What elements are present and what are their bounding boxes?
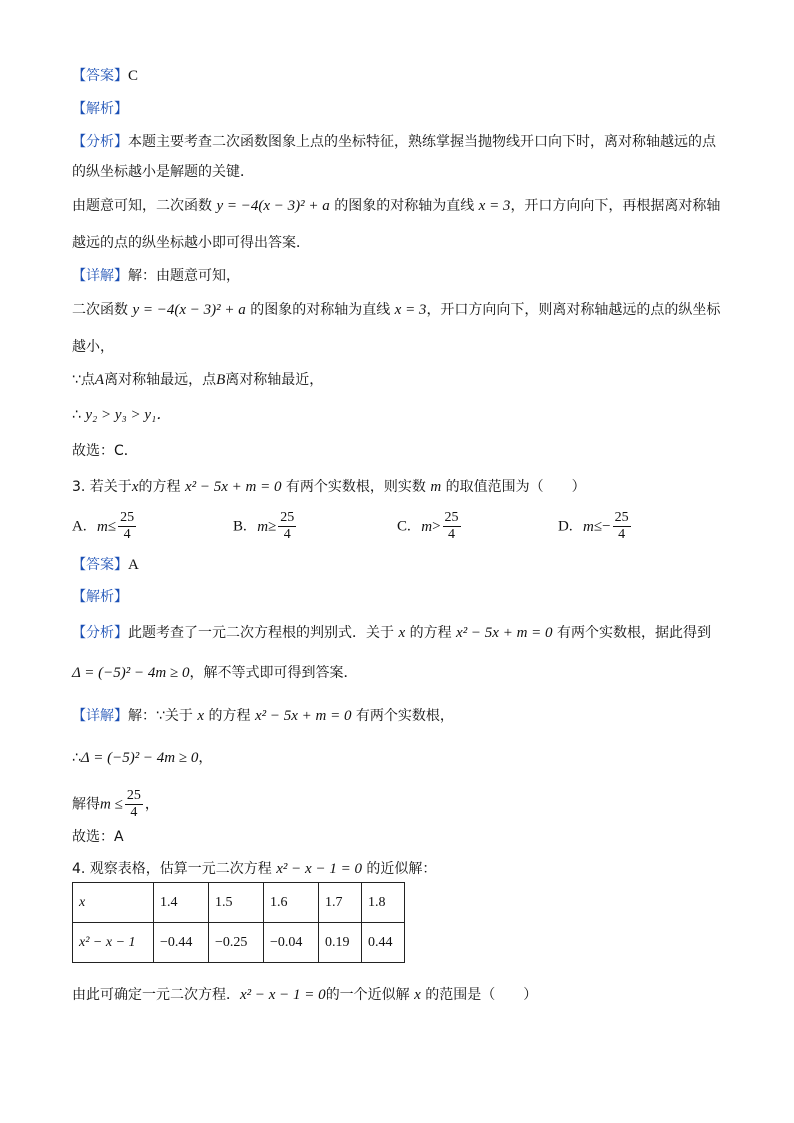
text: 二次函数 [72,302,128,318]
option-b[interactable] [233,510,298,543]
numerator: 25 [126,788,141,803]
table-row [73,923,405,963]
answer-line-1 [72,66,138,86]
table-cell: −0.04 [264,923,319,963]
table-row [73,883,405,923]
var-m: m [583,518,594,535]
table-cell: x² − x − 1 [73,923,154,963]
var-x: x [414,987,421,1003]
choose-line-3: 故选：A [72,829,124,845]
fenxi-tag: 【分析】 [72,134,128,150]
text: 的图象的对称轴为直线 [334,198,475,214]
fenxi3-line-1 [72,623,711,643]
text: 离对称轴最远，点 [104,372,217,388]
numerator: 25 [280,510,295,525]
relation: ≤ [593,518,603,535]
text: 的近似解： [366,861,437,877]
fraction [443,510,461,543]
text: 解得 [72,796,100,813]
table-cell: 0.19 [319,923,362,963]
text: 4. 观察表格，估算一元二次方程 [72,861,272,877]
table-cell: 1.8 [362,883,405,923]
text: ，解不等式即可得到答案． [189,665,358,681]
detail-line-2 [72,300,720,320]
equation: x² − 5x + m = 0 [184,479,282,495]
denominator: 4 [130,805,138,820]
question-4-stem [72,859,436,879]
table-cell: 0.44 [362,923,405,963]
denominator: 4 [618,527,626,542]
text: ∵点 [72,372,95,388]
text: 此题考查了一元二次方程根的判别式．关于 [128,625,394,641]
equation: x² − x − 1 = 0 [276,861,362,877]
var-m: m [257,518,269,535]
fraction [118,510,136,543]
var-x: x [131,479,139,495]
choose-line-1: 故选：C． [72,443,138,459]
detail3-line-2 [72,748,212,768]
fenxi-tag: 【分析】 [72,625,128,641]
fenxi-line-2: 的纵坐标越小是解题的关键． [72,164,254,180]
table-cell: 1.6 [264,883,319,923]
answer-tag: 【答案】 [72,68,128,84]
text: 离对称轴最近， [225,372,324,388]
text: 的方程 [208,708,251,724]
numerator: 25 [444,510,459,525]
table-cell: 1.7 [319,883,362,923]
detail-tag: 【详解】 [72,708,128,724]
discriminant: Δ = (−5)² − 4m ≥ 0 [72,665,190,681]
text: 3. 若关于 [72,479,132,495]
var-m: m [421,518,433,535]
point-a: A [94,372,105,388]
fenxi-text: 本题主要考查二次函数图象上点的坐标特征，熟练掌握当抛物线开口向下时，离对称轴越远的点 [128,134,716,150]
option-c[interactable] [397,510,463,543]
var-x: x [398,625,406,641]
question-4-prompt [72,985,537,1005]
fraction [278,510,296,543]
text: 的取值范围为（ ） [445,479,586,495]
text: ，开口方向向下，再根据离对称轴 [510,198,721,214]
fraction [613,510,631,543]
table-cell: −0.25 [209,923,264,963]
relation: > [432,518,441,535]
text: ， [198,750,213,766]
text: 有两个实数根，据此得到 [557,625,711,641]
text: 的方程 [138,479,181,495]
option-a[interactable] [72,510,138,543]
denominator: 4 [283,527,291,542]
denominator: 4 [448,527,456,542]
axis-equation: x = 3 [394,302,427,318]
text: 的方程 [409,625,452,641]
option-d[interactable] [558,510,633,543]
detail-line-5 [72,405,171,425]
answer-tag: 【答案】 [72,557,128,573]
value-table [72,882,405,963]
table-cell: 1.5 [209,883,264,923]
text: 有两个实数根，则实数 [285,479,426,495]
table-cell: x [73,883,154,923]
text: 解：∵关于 [128,708,193,724]
detail3-line-3 [72,788,159,821]
table-cell: 1.4 [154,883,209,923]
denominator: 4 [123,527,131,542]
fraction [125,788,143,821]
relation: ≥ [268,518,277,535]
option-label: D. [558,518,573,535]
equation: x² − 5x + m = 0 [456,625,553,641]
fenxi-line-3 [72,196,720,216]
analysis-heading-3: 【解析】 [72,589,128,605]
therefore: ∴ [72,407,81,423]
option-label: A. [72,518,87,535]
text: 由题意可知，二次函数 [72,198,212,214]
result: m ≤ [100,796,123,813]
answer-value: C [128,68,139,84]
var-m: m [97,518,108,535]
var-x: x [197,708,205,724]
detail-line-4 [72,370,323,390]
text: 的一个近似解 [325,987,410,1003]
text: 有两个实数根， [355,708,454,724]
equation: x² − x − 1 = 0 [240,987,326,1003]
therefore: ∴ [72,750,81,766]
numerator: 25 [120,510,135,525]
detail3-line-1 [72,706,454,726]
detail-line-3: 越小， [72,339,114,355]
numerator: 25 [614,510,629,525]
quadratic-function: y = −4(x − 3)² + a [132,302,246,318]
inequality: y₂ > y₃ > y₁． [85,407,172,423]
answer-line-3 [72,555,139,575]
option-label: B. [233,518,247,535]
equation: x² − 5x + m = 0 [254,708,352,724]
text: ，开口方向向下，则离对称轴越远的点的纵坐标 [426,302,721,318]
point-b: B [216,372,226,388]
var-m: m [430,479,442,495]
text: 解：由题意可知， [128,268,240,284]
option-label: C. [397,518,411,535]
text: ， [144,796,159,813]
fenxi3-line-2 [72,663,357,683]
relation: ≤ [107,518,117,535]
detail-line-1 [72,266,240,286]
quadratic-function: y = −4(x − 3)² + a [216,198,330,214]
discriminant: Δ = (−5)² − 4m ≥ 0 [80,750,199,766]
axis-equation: x = 3 [478,198,511,214]
fenxi-line-4: 越远的点的纵坐标越小即可得出答案． [72,235,310,251]
answer-value: A [128,557,139,573]
sign: − [602,518,611,535]
analysis-heading-1: 【解析】 [72,101,128,117]
fenxi-line-1 [72,132,716,152]
question-3-stem [72,477,586,497]
table-cell: −0.44 [154,923,209,963]
text: 的范围是（ ） [425,987,538,1003]
text: 由此可确定一元二次方程． [72,987,240,1003]
text: 的图象的对称轴为直线 [250,302,391,318]
detail-tag: 【详解】 [72,268,128,284]
